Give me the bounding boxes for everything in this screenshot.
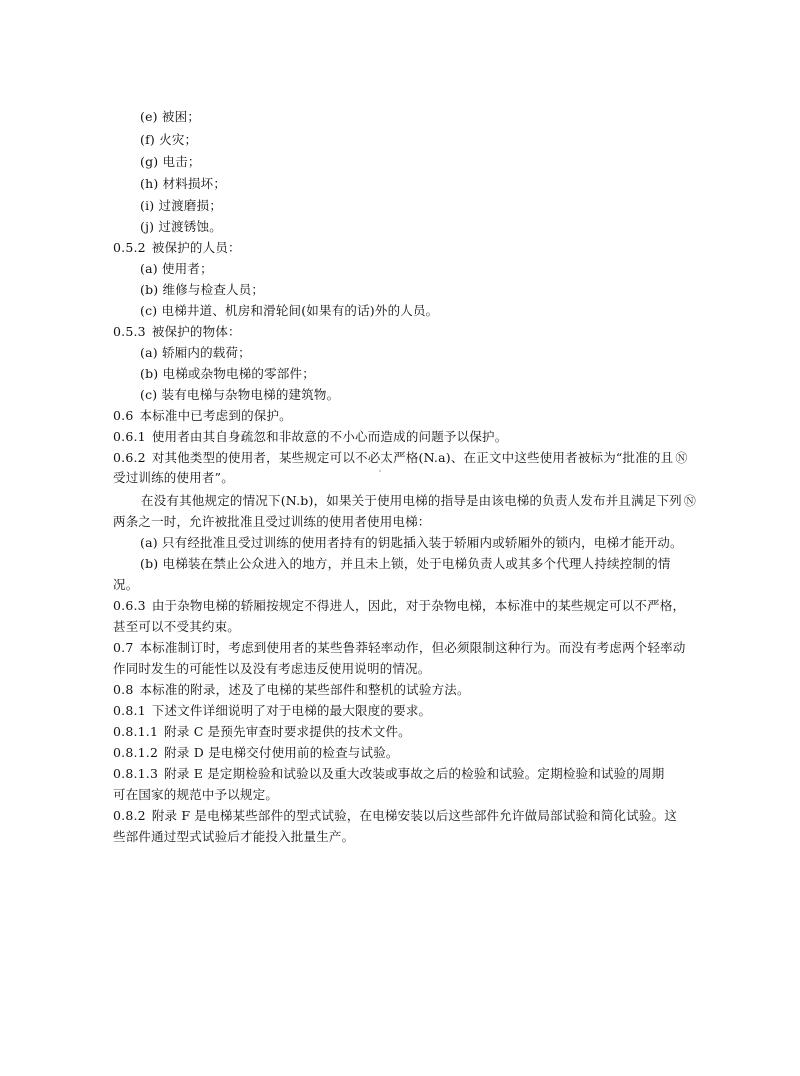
list-item: (a) 轿厢内的载荷； bbox=[140, 345, 251, 360]
paragraph: 0.8 本标准的附录，述及了电梯的某些部件和整机的试验方法。 bbox=[113, 682, 470, 697]
section-number: 0.8.2 bbox=[113, 808, 146, 823]
list-item: (i) 过渡磨损； bbox=[140, 198, 223, 213]
list-item: (g) 电击； bbox=[140, 154, 201, 169]
note-marker-icon: Ⓝ bbox=[683, 494, 697, 508]
section-heading: 0.5.3 被保护的物体： bbox=[113, 324, 241, 339]
paragraph: 0.6.1 使用者由其自身疏忽和非故意的不小心而造成的问题予以保护。 bbox=[113, 429, 508, 444]
list-item: (b) 维修与检查人员； bbox=[140, 282, 265, 297]
section-number: 0.8.1.3 bbox=[113, 766, 159, 781]
list-item: (a) 只有经批准且受过训练的使用者持有的钥匙插入装于轿厢内或轿厢外的锁内，电梯才能开动。 bbox=[140, 535, 683, 550]
paragraph: 0.8.1.1 附录 C 是预先审查时要求提供的技术文件。 bbox=[113, 724, 411, 739]
list-item: (e) 被困； bbox=[140, 109, 201, 124]
section-number: 0.8.1 bbox=[113, 703, 146, 718]
section-number: 0.8.1.1 bbox=[113, 724, 159, 739]
list-item: (a) 使用者； bbox=[140, 261, 213, 276]
scan-speck bbox=[379, 470, 381, 472]
section-number: 0.6.2 bbox=[113, 450, 146, 465]
section-number: 0.6 bbox=[113, 408, 134, 423]
paragraph: 0.7 本标准制订时，考虑到使用者的某些鲁莽轻率动作，但必须限制这种行为。而没有考虑两个轻率动 bbox=[113, 640, 686, 655]
paragraph: 0.8.1 下述文件详细说明了对于电梯的最大限度的要求。 bbox=[113, 703, 432, 718]
list-item: (b) 电梯或杂物电梯的零部件； bbox=[140, 366, 315, 381]
list-item: (f) 火灾； bbox=[140, 132, 198, 147]
paragraph: 0.6.2 对其他类型的使用者，某些规定可以不必太严格(N.a)、在正文中这些使用者被标为“批准的且 Ⓝ bbox=[113, 450, 688, 465]
paragraph-continuation: 作同时发生的可能性以及没有考虑违反使用说明的情况。 bbox=[113, 661, 431, 676]
paragraph-continuation: 可在国家的规范中予以规定。 bbox=[113, 787, 279, 802]
paragraph: 0.6.3 由于杂物电梯的轿厢按规定不得进人，因此，对于杂物电梯，本标准中的某些规定可以不严格， bbox=[113, 598, 686, 613]
section-number: 0.7 bbox=[113, 640, 134, 655]
paragraph: 0.8.2 附录 F 是电梯某些部件的型式试验，在电梯安装以后这些部件允许做局部试验和简化试验。这 bbox=[113, 808, 678, 823]
section-heading: 0.6 本标准中已考虑到的保护。 bbox=[113, 408, 292, 423]
paragraph-continuation: 些部件通过型式试验后才能投入批量生产。 bbox=[113, 829, 355, 844]
paragraph-continuation: 况。 bbox=[113, 577, 139, 592]
paragraph: 在没有其他规定的情况下(N.b)，如果关于使用电梯的指导是由该电梯的负责人发布并且满足下列 Ⓝ bbox=[141, 493, 697, 508]
section-heading: 0.5.2 被保护的人员： bbox=[113, 240, 241, 255]
list-item: (j) 过渡锈蚀。 bbox=[140, 219, 222, 234]
list-item: (b) 电梯装在禁止公众进入的地方，并且未上锁，处于电梯负责人或其多个代理人持续控制的情 bbox=[140, 556, 671, 571]
paragraph: 0.8.1.2 附录 D 是电梯交付使用前的检查与试验。 bbox=[113, 745, 399, 760]
section-number: 0.8 bbox=[113, 682, 134, 697]
note-marker-icon: Ⓝ bbox=[675, 451, 688, 465]
paragraph-continuation: 两条之一时，允许被批准且受过训练的使用者使用电梯： bbox=[113, 514, 431, 529]
paragraph-continuation: 受过训练的使用者”。 bbox=[113, 470, 234, 485]
section-number: 0.5.3 bbox=[113, 324, 146, 339]
list-item: (c) 电梯井道、机房和滑轮间(如果有的话)外的人员。 bbox=[140, 303, 439, 318]
section-number: 0.6.1 bbox=[113, 429, 146, 444]
list-item: (h) 材料损坏； bbox=[140, 176, 227, 191]
paragraph: 0.8.1.3 附录 E 是定期检验和试验以及重大改装或事故之后的检验和试验。定期检验和试验的周期 bbox=[113, 766, 665, 781]
paragraph-continuation: 甚至可以不受其约束。 bbox=[113, 619, 241, 634]
list-item: (c) 装有电梯与杂物电梯的建筑物。 bbox=[140, 387, 340, 402]
section-number: 0.5.2 bbox=[113, 240, 146, 255]
section-number: 0.6.3 bbox=[113, 598, 146, 613]
section-number: 0.8.1.2 bbox=[113, 745, 159, 760]
